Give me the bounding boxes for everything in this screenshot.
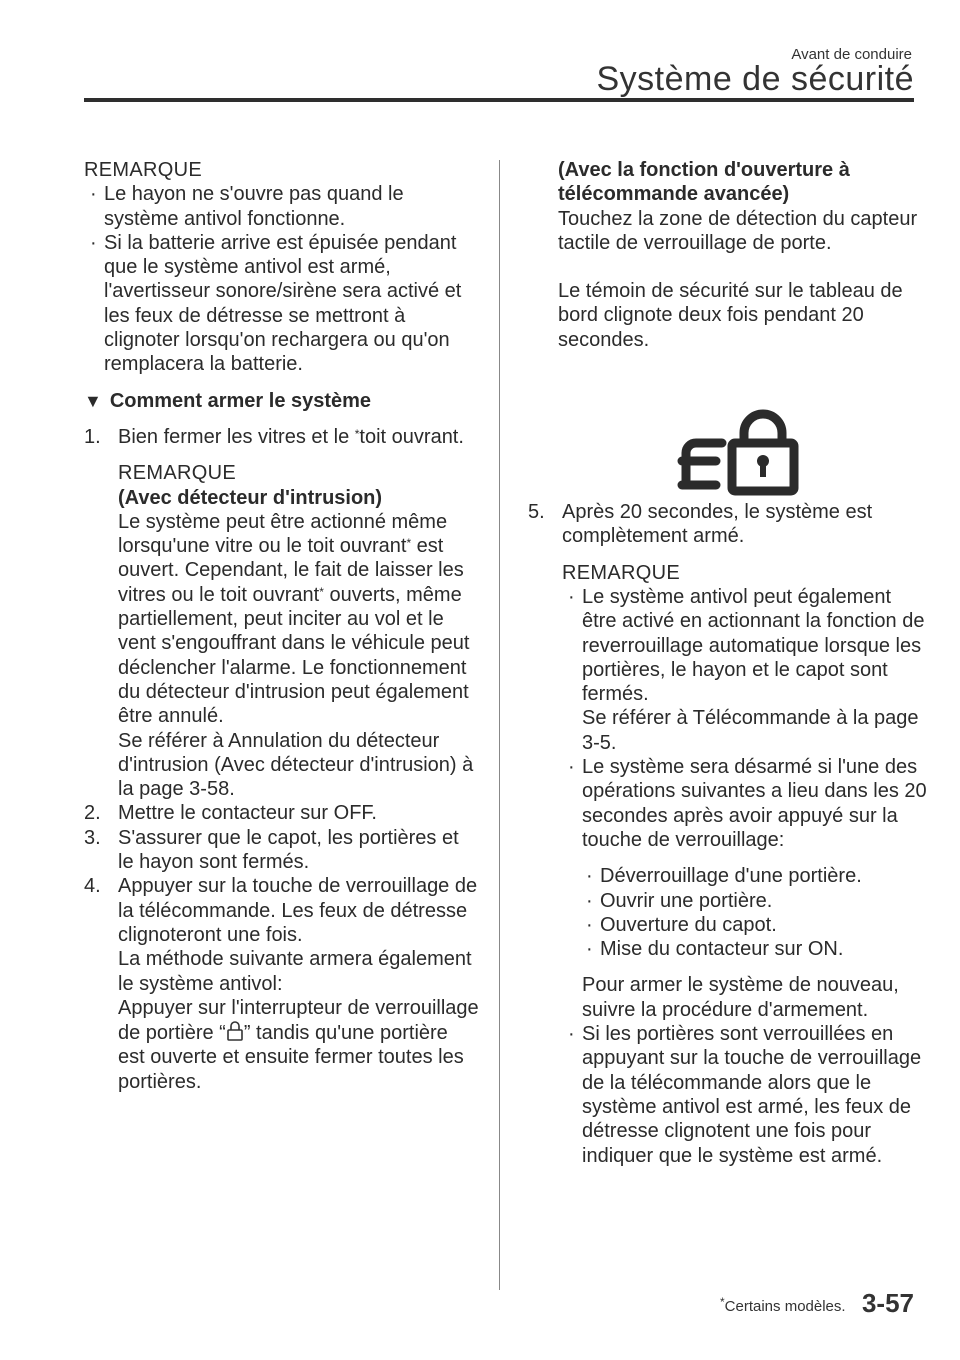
step-number: 1. <box>84 425 101 448</box>
right-column <box>528 158 928 1168</box>
column-divider <box>499 160 500 1290</box>
step-text-part: Appuyer sur l'interrupteur de verrouillage de portière “ <box>118 996 479 1045</box>
section-heading-text: Comment armer le système <box>109 389 372 412</box>
sub-bullet: · Déverrouillage d'une portière. <box>580 864 928 888</box>
step-text: S'assurer que le capot, les portières et le hayon sont fermés. <box>118 826 459 874</box>
note-title: REMARQUE <box>562 561 680 584</box>
asterisk: * <box>720 1295 725 1309</box>
note-subtitle: (Avec détecteur d'intrusion) <box>118 486 383 509</box>
asterisk: * <box>406 536 412 551</box>
note-reference: Se référer à Annulation du détecteur d'intrusion (Avec détecteur d'intrusion) à la page 3-58. <box>118 729 474 801</box>
note-text-part: est ouvert. Cependant, le fait de laisser les vitres ou le toit ouvrant <box>118 535 464 606</box>
footer-note-text: Certains modèles. <box>724 1298 846 1315</box>
triangle-down-icon: ▼ <box>84 390 102 411</box>
step-5 <box>528 500 928 1168</box>
sub-bullet: · Mise du contacteur sur ON. <box>580 937 928 961</box>
note-title: REMARQUE <box>84 159 202 181</box>
door-lock-icon <box>226 1020 244 1042</box>
note-text <box>118 510 479 729</box>
step-text: Mettre le contacteur sur OFF. <box>118 802 377 825</box>
step-1 <box>84 425 479 801</box>
page-number: 3-57 <box>861 1288 914 1318</box>
sub-bullet: · Ouvrir une portière. <box>580 889 928 913</box>
step-2 <box>84 801 479 825</box>
note-bullet: · Si la batterie arrive est épuisée pendant que le système antivol est armé, l'avertisseur sonore/sirène sera activé et les feux de détresse se mettront à clignoter lorsqu'on rechargera ou qu'on remplacera la batterie. <box>84 231 479 377</box>
step-number: 4. <box>84 875 101 898</box>
step-number: 3. <box>84 826 101 849</box>
sub-bullet: · Ouverture du capot. <box>580 913 928 937</box>
paragraph: Touchez la zone de détection du capteur tactile de verrouillage de porte. <box>558 207 918 254</box>
note-bullet-text: Se référer à Télécommande à la page 3-5. <box>582 707 919 754</box>
note-bullet <box>562 585 928 755</box>
step-text: Après 20 secondes, le système est complètement armé. <box>562 501 873 548</box>
note-bullet-text: Le système antivol peut également être activé en actionnant la fonction de reverrouillage automatique lorsque les portières, le hayon et le capot sont fermés. <box>582 585 925 706</box>
subsection-title: (Avec la fonction d'ouverture à télécommande avancée) <box>558 159 850 206</box>
note-text-part: Le système peut être actionné même lorsqu'une vitre ou le toit ouvrant <box>118 510 448 558</box>
note-title: REMARQUE <box>118 462 236 485</box>
note-text-part: ouverts, même partiellement, peut inciter au vol et le vent s'engouffrant dans le véhicule peut déclencher l'alarme. Le fonctionnement du détecteur d'intrusion peut également être annulé. <box>118 583 470 728</box>
header-rule <box>84 98 914 102</box>
asterisk: * <box>354 426 360 441</box>
step-text: La méthode suivante armera également le système antivol: <box>118 948 472 995</box>
step-4-continued <box>528 158 928 352</box>
sub-bullet-list <box>562 864 928 961</box>
step-text <box>118 996 479 1094</box>
note-bullet: · Le hayon ne s'ouvre pas quand le système antivol fonctionne. <box>84 182 479 231</box>
note-bullet: · Si les portières sont verrouillées en appuyant sur la touche de verrouillage de la télécommande alors que le système antivol est armé, les feux de détresse clignotent une fois pour indiquer que le système est armé. <box>562 1022 928 1168</box>
note-bullet: · Le système sera désarmé si l'une des opérations suivantes a lieu dans les 20 secondes après avoir appuyé sur la touche de verrouillage: <box>562 755 928 852</box>
paragraph: Le témoin de sécurité sur le tableau de bord clignote deux fois pendant 20 secondes. <box>558 280 903 351</box>
step-3 <box>84 826 479 875</box>
step-number: 5. <box>528 501 545 524</box>
footer-note <box>720 1295 846 1315</box>
step-number: 2. <box>84 802 101 825</box>
security-indicator-icon <box>672 405 802 497</box>
step-text-part: ” tandis qu'une portière est ouverte et ensuite fermer toutes les portières. <box>118 1022 464 1093</box>
page-title: Système de sécurité <box>596 60 914 98</box>
section-heading <box>84 389 479 413</box>
step-text: Appuyer sur la touche de verrouillage de la télécommande. Les feux de détresse clignoteront une fois. <box>118 875 478 946</box>
step-4 <box>84 874 479 1094</box>
step-text: toit ouvrant. <box>359 425 464 448</box>
asterisk: * <box>319 584 324 599</box>
note-text: Pour armer le système de nouveau, suivre la procédure d'armement. <box>582 974 899 1021</box>
header-kicker: Avant de conduire <box>791 46 912 63</box>
step-text: Bien fermer les vitres et le <box>118 425 355 448</box>
left-column <box>84 158 479 1094</box>
